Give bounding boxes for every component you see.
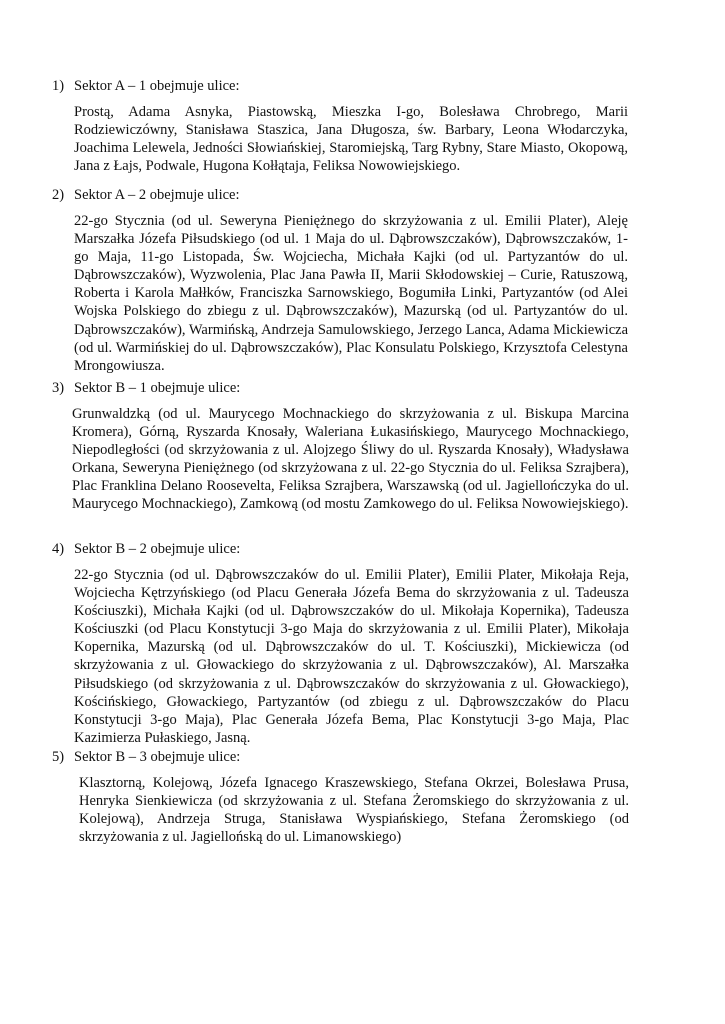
section-streets-text: Grunwaldzką (od ul. Maurycego Mochnackiego do skrzyżowania z ul. Biskupa Marcina Kromera), Górną, Ryszarda Knosały, Waleriana Łukasińskiego, Maurycego Mochnackiego, Niepodległości (od skrzyżowania z ul. Alojzego Śliwy do ul. Ryszarda Knosały), Władysława Orkana, Seweryna Pieniężnego (od skrzyżowana z ul. 22-go Stycznia do ul. Feliksa Szrajbera), Plac Franklina Delano Roosevelta, Feliksa Szrajbera, Warszawską (od ul. Jagiellończyka do ul. Maurycego Mochnackiego), Zamkową (od mostu Zamkowego do ul. Feliksa Nowowiejskiego). xyxy=(72,406,629,513)
section-title: Sektor B – 1 obejmuje ulice: xyxy=(74,380,241,396)
section-title: Sektor B – 3 obejmuje ulice: xyxy=(74,749,241,765)
section-number: 2) xyxy=(52,187,65,203)
section-streets-text: Prostą, Adama Asnyka, Piastowską, Mieszka I-go, Bolesława Chrobrego, Marii Rodziewiczówny, Stanisława Staszica, Jana Długosza, św. Barbary, Leona Włodarczyka, Joachima Lelewela, Jedności Słowiańskiej, Staromiejską, Targ Rybny, Stare Miasto, Okopową, Jana z Łajs, Podwale, Hugona Kołłątaja, Feliksa Nowowiejskiego. xyxy=(74,104,628,175)
section-title: Sektor A – 2 obejmuje ulice: xyxy=(74,187,240,203)
section-streets-text: 22-go Stycznia (od ul. Dąbrowszczaków do ul. Emilii Plater), Emilii Plater, Mikołaja Reja, Wojciecha Kętrzyńskiego (od Placu Generała Józefa Bema do skrzyżowania z ul. Tadeusza Kościuszki), Michała Kajki (od ul. Dąbrowszczaków do ul. Mikołaja Kopernika), Tadeusza Kościuszki (od Placu Konstytucji 3-go Maja do skrzyżowania z ul. Emilii Plater), Mikołaja Kopernika, Mazurską (od ul. Dąbrowszczaków do ul. T. Kościuszki), Mickiewicza (od skrzyżowania z ul. Głowackiego do skrzyżowania z ul. Dąbrowszczaków), Al. Marszałka Piłsudskiego (od skrzyżowania z ul. Dąbrowszczaków do skrzyżowania z ul. Głowackiego), Kościńskiego, Głowackiego, Partyzantów (od zbiegu z ul. Dąbrowszczaków do Placu Konstytucji 3-go Maja), Plac Generała Józefa Bema, Plac Konstytucji 3-go Maja, Plac Kazimierza Pułaskiego, Jasną. xyxy=(74,567,629,746)
section-title: Sektor A – 1 obejmuje ulice: xyxy=(74,78,240,94)
section-streets-text: Klasztorną, Kolejową, Józefa Ignacego Kraszewskiego, Stefana Okrzei, Bolesława Prusa, Henryka Sienkiewicza (od skrzyżowania z ul. Stefana Żeromskiego do skrzyżowania z ul. Kolejową), Andrzeja Struga, Stanisława Wyspiańskiego, Stefana Żeromskiego (od skrzyżowania z ul. Jagiellońską do ul. Limanowskiego) xyxy=(79,775,629,846)
section-number: 5) xyxy=(52,749,65,765)
section-heading xyxy=(52,379,240,397)
section-number: 4) xyxy=(52,541,65,557)
section-title: Sektor B – 2 obejmuje ulice: xyxy=(74,541,241,557)
section-heading xyxy=(52,540,240,558)
section-number: 3) xyxy=(52,380,65,396)
section-number: 1) xyxy=(52,78,65,94)
section-heading xyxy=(52,77,240,95)
section-heading xyxy=(52,748,240,766)
section-streets-text: 22-go Stycznia (od ul. Seweryna Pieniężnego do skrzyżowania z ul. Emilii Plater), Aleję Marszałka Józefa Piłsudskiego (od ul. 1 Maja do ul. Dąbrowszczaków), Dąbrowszczaków, 1-go Maja, 11-go Listopada, Św. Wojciecha, Michała Kajki (od ul. Partyzantów do ul. Dąbrowszczaków), Wyzwolenia, Plac Jana Pawła II, Marii Skłodowskiej – Curie, Ratuszową, Roberta i Karola Małłków, Franciszka Sarnowskiego, Bogumiła Linki, Partyzantów (od Alei Wojska Polskiego do zbiegu z ul. Dąbrowszczaków), Mazurską (od ul. Partyzantów do ul. Dąbrowszczaków), Warmińską, Andrzeja Samulowskiego, Jerzego Lanca, Adama Mickiewicza (od ul. Warmińskiej do ul. Dąbrowszczaków), Plac Konsulatu Polskiego, Krzysztofa Celestyna Mrongowiusza. xyxy=(74,213,628,374)
section-heading xyxy=(52,186,240,204)
